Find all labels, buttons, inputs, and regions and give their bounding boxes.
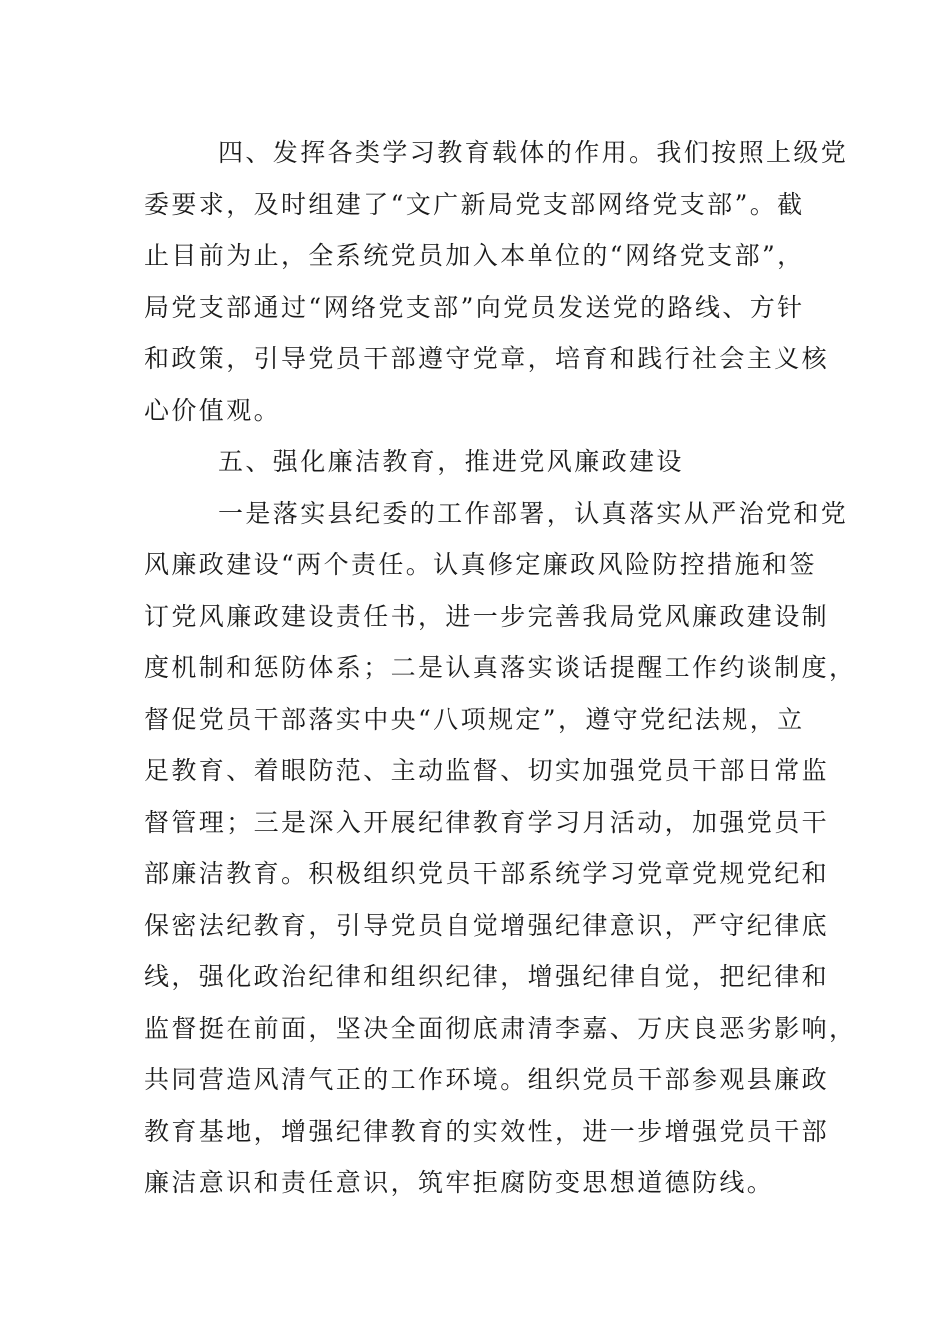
paragraph-line: 督促党员干部落实中央“八项规定”，遵守党纪法规，立 [144,704,805,734]
paragraph-line: 风廉政建设“两个责任。认真修定廉政风险防控措施和签 [144,550,817,579]
document-body [144,127,857,1209]
paragraph-line: 足教育、着眼防范、主动监督、切实加强党员干部日常监 [144,756,830,785]
section-heading-5: 五、强化廉洁教育，推进党风廉政建设 [218,447,684,476]
paragraph-line: 心价值观。 [144,395,282,425]
paragraph-line: 订党风廉政建设责任书，进一步完善我局党风廉政建设制 [144,601,830,631]
paragraph-line: 度机制和惩防体系；二是认真落实谈话提醒工作约谈制度， [144,653,857,682]
paragraph-line: 部廉洁教育。积极组织党员干部系统学习党章党规党纪和 [144,859,830,888]
paragraph-line: 止目前为止，全系统党员加入本单位的“网络党支部”， [144,241,805,270]
paragraph-line: 教育基地，增强纪律教育的实效性，进一步增强党员干部 [144,1116,830,1146]
paragraph-line: 保密法纪教育，引导党员自觉增强纪律意识，严守纪律底 [144,910,830,940]
paragraph-section-4 [144,127,849,436]
paragraph-line: 督管理；三是深入开展纪律教育学习月活动，加强党员干 [144,807,830,837]
paragraph-line: 监督挺在前面，坚决全面彻底肃清李嘉、万庆良恶劣影响， [144,1013,857,1043]
paragraph-line: 廉洁意识和责任意识，筑牢拒腐防变思想道德防线。 [144,1168,775,1197]
paragraph-line: 一是落实县纪委的工作部署，认真落实从严治党和党 [218,498,849,528]
paragraph-line: 和政策，引导党员干部遵守党章，培育和践行社会主义核 [144,344,830,373]
paragraph-line: 线，强化政治纪律和组织纪律，增强纪律自觉，把纪律和 [144,962,830,991]
paragraph-section-5 [144,488,857,1209]
paragraph-line: 局党支部通过“网络党支部”向党员发送党的路线、方针 [144,292,805,322]
paragraph-line: 四、发挥各类学习教育载体的作用。我们按照上级党 [218,138,849,167]
paragraph-line: 共同营造风清气正的工作环境。组织党员干部参观县廉政 [144,1065,830,1094]
paragraph-line: 委要求，及时组建了“文广新局党支部网络党支部”。截 [144,189,805,219]
